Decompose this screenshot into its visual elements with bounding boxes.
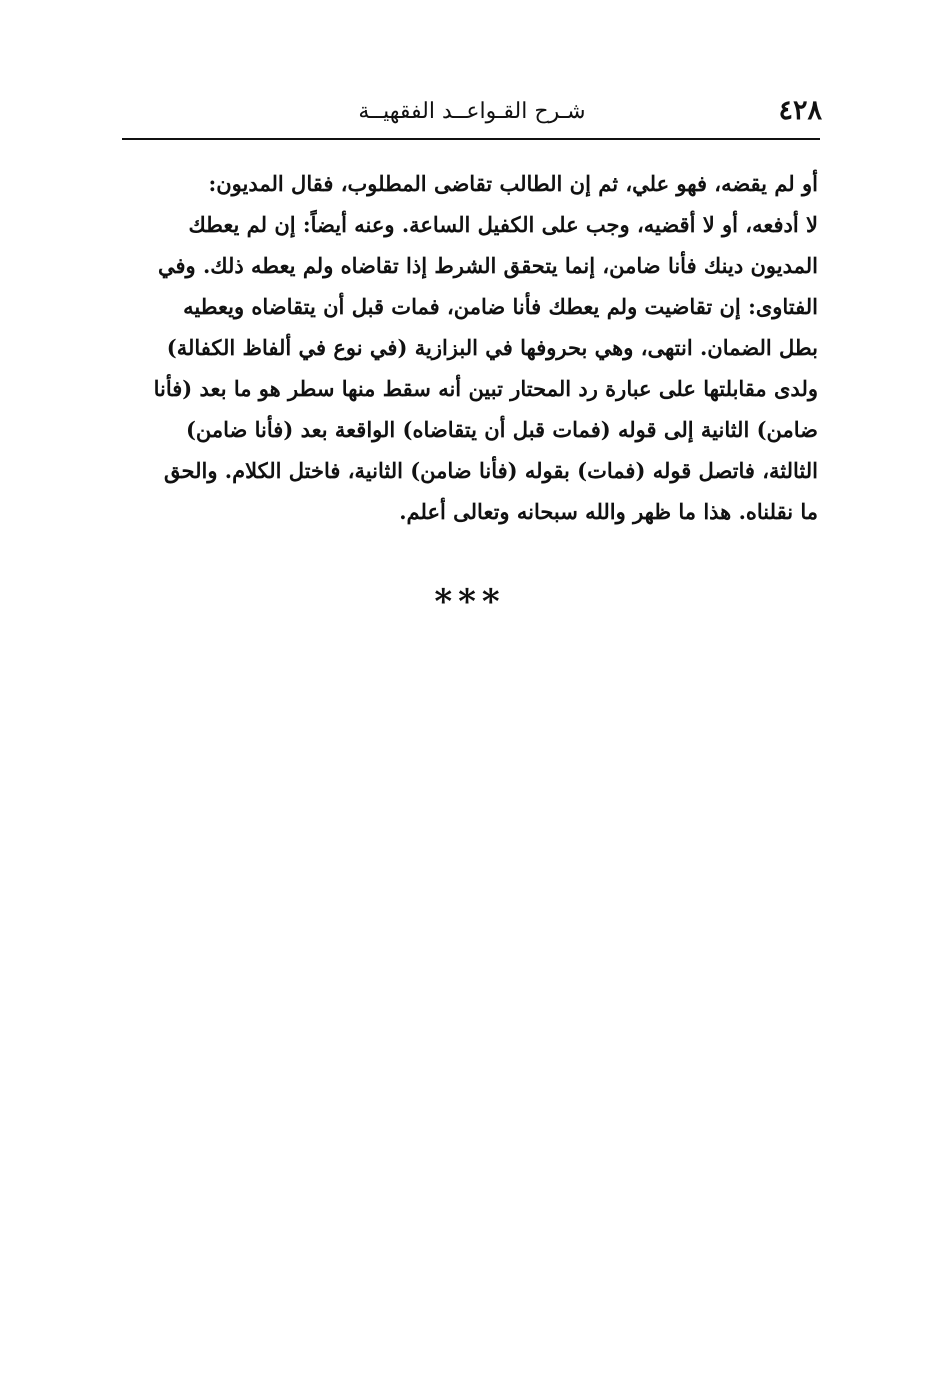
- section-separator: ***: [434, 582, 506, 622]
- running-title: شـرح القـواعــد الفقهيــة: [358, 99, 586, 124]
- text-line: أو لم يقضه، فهو علي، ثم إن الطالب تقاضى المطلوب، فقال المديون:: [208, 171, 818, 196]
- text-line: الثالثة، فاتصل قوله (فمات) بقوله (فأنا ضامن) الثانية، فاختل الكلام. والحق: [164, 458, 818, 483]
- text-line: ما نقلناه. هذا ما ظهر والله سبحانه وتعالى أعلم.: [399, 499, 818, 524]
- text-line: ضامن) الثانية إلى قوله (فمات قبل أن يتقاضاه) الواقعة بعد (فأنا ضامن): [185, 417, 818, 442]
- page-header: [122, 92, 822, 132]
- text-line: الفتاوى: إن تقاضيت ولم يعطك فأنا ضامن، فمات قبل أن يتقاضاه ويعطيه: [183, 294, 818, 319]
- body-paragraph: [124, 163, 818, 532]
- text-line: بطل الضمان. انتهى، وهي بحروفها في البزازية (في نوع في ألفاظ الكفالة): [166, 335, 818, 360]
- text-line: لا أدفعه، أو لا أقضيه، وجب على الكفيل الساعة. وعنه أيضاً: إن لم يعطك: [188, 212, 818, 237]
- page-number: ٤٢٨: [778, 95, 822, 126]
- header-rule: [122, 138, 820, 140]
- text-line: المديون دينك فأنا ضامن، إنما يتحقق الشرط إذا تقاضاه ولم يعطه ذلك. وفي: [157, 253, 818, 278]
- text-line: ولدى مقابلتها على عبارة رد المحتار تبين أنه سقط منها سطر هو ما بعد (فأنا: [153, 376, 818, 401]
